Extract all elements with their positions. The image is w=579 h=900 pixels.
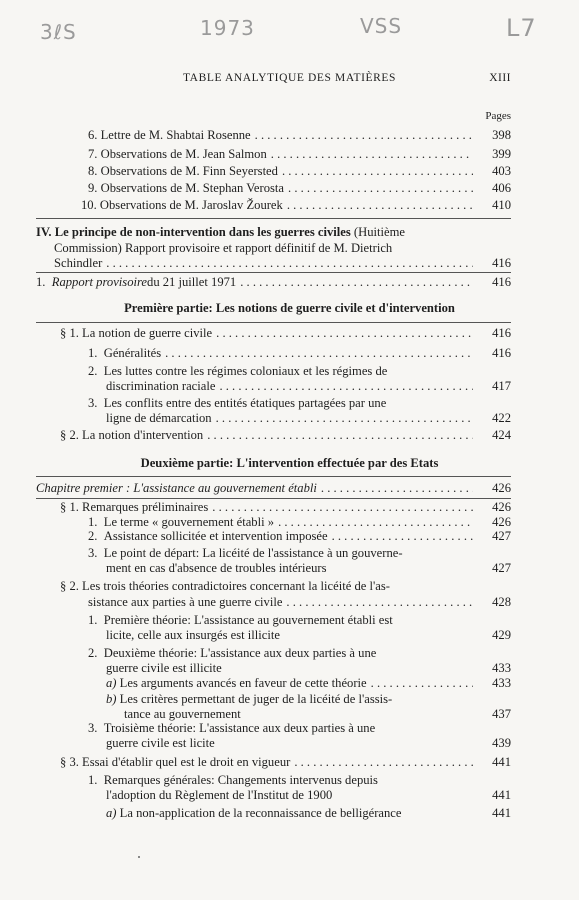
entry-page: 406	[492, 181, 511, 195]
entry-number: 8.	[88, 164, 98, 178]
leader-dots	[283, 198, 473, 213]
entry-page: 416	[492, 346, 511, 360]
entry-title: Schindler	[54, 256, 103, 270]
entry-title: licite, celle aux insurgés est illicite	[106, 628, 280, 642]
toc-entry	[88, 515, 511, 530]
pages-column-label: Pages	[485, 110, 511, 122]
leader-dots	[317, 481, 473, 496]
entry-title: Remarques générales: Changements intervenus depuis	[103, 773, 378, 787]
section-divider	[36, 218, 511, 219]
entry-page: 441	[492, 806, 511, 820]
entry-title: La notion d'intervention	[82, 428, 204, 442]
entry-title: Remarques préliminaires	[82, 500, 209, 514]
entry-title: La non-application de la reconnaissance de belligérance	[119, 806, 402, 820]
toc-entry	[36, 481, 511, 496]
toc-entry	[124, 707, 511, 722]
running-header-page: XIII	[489, 72, 511, 84]
toc-chapter-iv-line2: Commission) Rapport provisoire et rapport définitif de M. Dietrich	[54, 241, 393, 255]
entry-number: IV.	[36, 225, 52, 239]
entry-page: 437	[492, 707, 511, 721]
entry-title: discrimination raciale	[106, 379, 216, 393]
toc-entry	[106, 736, 511, 751]
entry-number: § 3.	[60, 755, 79, 769]
toc-entry	[88, 595, 511, 610]
entry-page: 410	[492, 198, 511, 212]
entry-number: 1.	[36, 275, 46, 289]
leader-dots	[215, 379, 473, 394]
entry-number: 3.	[88, 396, 98, 410]
entry-title: Observations de M. Stephan Verosta	[100, 181, 285, 195]
entry-page: 433	[492, 661, 511, 675]
entry-title: ligne de démarcation	[106, 411, 212, 425]
handwritten-note-d: L7	[506, 14, 537, 42]
toc-entry	[106, 379, 511, 394]
toc-entry	[88, 346, 511, 361]
entry-page: 416	[492, 275, 511, 289]
entry-page: 424	[492, 428, 511, 442]
entry-page: 426	[492, 515, 511, 529]
entry-number: § 1.	[60, 500, 79, 514]
entry-number: 7.	[88, 147, 98, 161]
leader-dots	[208, 500, 473, 515]
entry-title: Le point de départ: La licéité de l'assistance à un gouverne-	[103, 546, 403, 560]
entry-number: 10.	[81, 198, 97, 212]
toc-entry	[106, 661, 511, 676]
toc-entry	[88, 128, 511, 143]
entry-page: 428	[492, 595, 511, 609]
handwritten-note-c: VSS	[360, 14, 403, 38]
entry-title: Observations de M. Jaroslav Žourek	[99, 198, 283, 212]
leader-dots	[290, 755, 473, 770]
leader-dots	[251, 128, 473, 143]
entry-page: 441	[492, 755, 511, 769]
handwritten-note-b: 1973	[200, 16, 255, 40]
toc-entry	[60, 755, 511, 770]
entry-page: 427	[492, 529, 511, 543]
toc-entry	[88, 164, 511, 179]
entry-page: 416	[492, 256, 511, 270]
entry-title: Les trois théories contradictoires concernant la licéité de l'as-	[82, 579, 390, 593]
entry-number: 2.	[88, 646, 98, 660]
toc-entry	[88, 181, 511, 196]
toc-entry-line1	[88, 773, 468, 788]
entry-page: 417	[492, 379, 511, 393]
paper-speck	[138, 856, 140, 858]
toc-entry	[60, 326, 511, 341]
entry-page: 426	[492, 500, 511, 514]
entry-number: a)	[106, 806, 117, 820]
entry-title: Les arguments avancés en faveur de cette théorie	[119, 676, 367, 690]
toc-entry	[60, 500, 511, 515]
toc-entry	[106, 788, 511, 803]
entry-title: Essai d'établir quel est le droit en vigueur	[82, 755, 291, 769]
entry-title-rest: (Huitième	[350, 225, 405, 239]
leader-dots	[328, 529, 473, 544]
toc-entry-line1	[88, 364, 468, 379]
entry-title: sistance aux parties à une guerre civile	[88, 595, 283, 609]
entry-title: Généralités	[103, 346, 162, 360]
entry-number: 3.	[88, 546, 98, 560]
section-divider	[36, 322, 511, 323]
entry-number: 1.	[88, 515, 98, 529]
entry-title: tance au gouvernement	[124, 707, 241, 721]
entry-title: ment en cas d'absence de troubles intérieurs	[106, 561, 327, 575]
toc-entry-line1	[88, 721, 468, 736]
entry-title-bold: Le principe de non-intervention dans les guerres civiles	[54, 225, 351, 239]
leader-dots	[236, 275, 473, 290]
entry-title: guerre civile est illicite	[106, 661, 222, 675]
entry-number: 1.	[88, 773, 98, 787]
leader-dots	[284, 181, 473, 196]
running-header-title: TABLE ANALYTIQUE DES MATIÈRES	[182, 72, 397, 84]
entry-page: 403	[492, 164, 511, 178]
toc-entry	[106, 561, 511, 576]
leader-dots	[212, 326, 473, 341]
entry-title: Le terme « gouvernement établi »	[103, 515, 275, 529]
entry-title: Observations de M. Finn Seyersted	[100, 164, 278, 178]
entry-title-italic: Rapport provisoire	[51, 275, 148, 289]
section-divider	[36, 498, 511, 499]
toc-entry-line1	[88, 396, 468, 411]
leader-dots	[161, 346, 473, 361]
leader-dots	[212, 411, 473, 426]
entry-number: 2.	[88, 364, 98, 378]
entry-title: Les luttes contre les régimes coloniaux et les régimes de	[103, 364, 388, 378]
entry-page: 426	[492, 481, 511, 495]
entry-page: 398	[492, 128, 511, 142]
entry-page: 441	[492, 788, 511, 802]
entry-page: 427	[492, 561, 511, 575]
entry-page: 416	[492, 326, 511, 340]
entry-number: 1.	[88, 346, 98, 360]
leader-dots	[102, 256, 473, 271]
handwritten-note-a: 3ℓS	[40, 20, 77, 44]
toc-entry	[106, 676, 511, 691]
part-heading: Première partie: Les notions de guerre civile et d'intervention	[124, 301, 455, 315]
entry-title: Lettre de M. Shabtai Rosenne	[100, 128, 251, 142]
entry-title-rest: du 21 juillet 1971	[147, 275, 237, 289]
section-divider	[36, 476, 511, 477]
section-divider	[36, 272, 511, 273]
entry-title: Observations de M. Jean Salmon	[100, 147, 267, 161]
chapter-title: Chapitre premier : L'assistance au gouvernement établi	[36, 481, 317, 495]
entry-title: Première théorie: L'assistance au gouvernement établi est	[103, 613, 393, 627]
toc-entry	[36, 275, 511, 290]
toc-entry	[88, 529, 511, 544]
leader-dots	[203, 428, 473, 443]
entry-title: Les critères permettant de juger de la licéité de l'assis-	[119, 692, 393, 706]
entry-page: 429	[492, 628, 511, 642]
toc-entry-line1	[106, 692, 468, 707]
entry-title: Troisième théorie: L'assistance aux deux parties à une	[103, 721, 376, 735]
entry-number: § 1.	[60, 326, 79, 340]
leader-dots	[274, 515, 473, 530]
toc-entry-line1	[88, 646, 468, 661]
toc-entry-line1	[88, 546, 468, 561]
entry-page: 422	[492, 411, 511, 425]
leader-dots	[278, 164, 473, 179]
toc-chapter-iv	[36, 225, 511, 240]
entry-title: La notion de guerre civile	[82, 326, 213, 340]
entry-number: 1.	[88, 613, 98, 627]
entry-number: 9.	[88, 181, 98, 195]
entry-title: Deuxième théorie: L'assistance aux deux parties à une	[103, 646, 377, 660]
toc-entry	[106, 411, 511, 426]
toc-entry	[81, 198, 511, 213]
entry-number: 2.	[88, 529, 98, 543]
entry-number: a)	[106, 676, 117, 690]
toc-entry-line1	[60, 579, 480, 594]
leader-dots	[282, 595, 473, 610]
entry-title: guerre civile est licite	[106, 736, 215, 750]
entry-title: Assistance sollicitée et intervention imposée	[103, 529, 328, 543]
entry-title: Les conflits entre des entités étatiques partagées par une	[103, 396, 387, 410]
toc-entry	[88, 147, 511, 162]
entry-number: § 2.	[60, 428, 79, 442]
entry-page: 399	[492, 147, 511, 161]
entry-page: 433	[492, 676, 511, 690]
toc-entry-line1	[88, 613, 468, 628]
entry-number: § 2.	[60, 579, 79, 593]
entry-page: 439	[492, 736, 511, 750]
entry-number: 6.	[88, 128, 98, 142]
part-heading: Deuxième partie: L'intervention effectuée par des Etats	[140, 456, 439, 470]
leader-dots	[267, 147, 473, 162]
toc-entry	[60, 428, 511, 443]
entry-number: b)	[106, 692, 117, 706]
toc-entry	[54, 256, 511, 271]
toc-entry	[106, 628, 511, 643]
toc-entry	[106, 806, 511, 821]
entry-title: l'adoption du Règlement de l'Institut de 1900	[106, 788, 333, 802]
leader-dots	[367, 676, 473, 691]
entry-number: 3.	[88, 721, 98, 735]
